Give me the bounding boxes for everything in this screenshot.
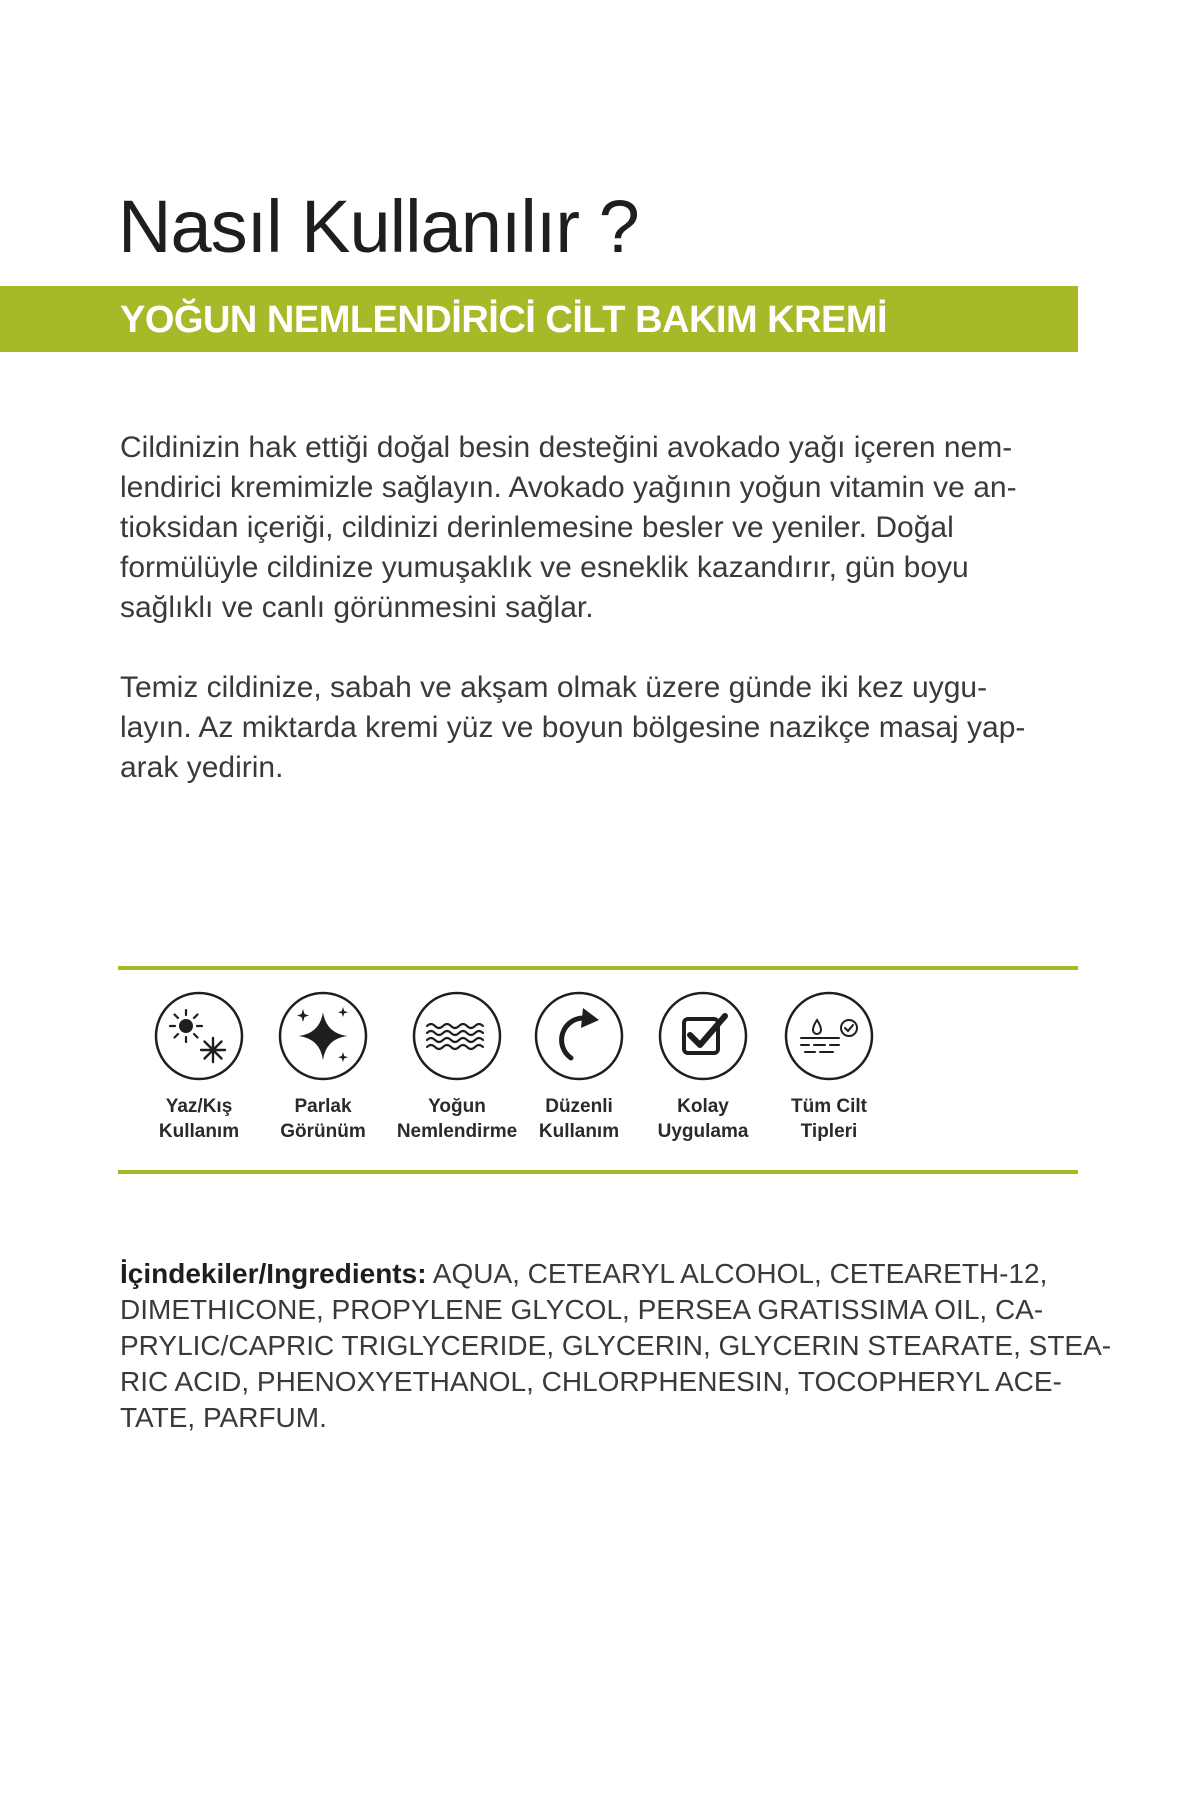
refresh-arrow-icon — [533, 990, 625, 1082]
feature-label: Yoğun Nemlendirme — [396, 1096, 518, 1142]
top-divider — [118, 966, 1078, 970]
ingredients-line: DIMETHICONE, PROPYLENE GLYCOL, PERSEA GRATISSIMA OIL, CA- — [120, 1294, 1044, 1325]
ingredients-line: RIC ACID, PHENOXYETHANOL, CHLORPHENESIN, TOCOPHERYL ACE- — [120, 1366, 1062, 1397]
sparkle-icon — [277, 990, 369, 1082]
feature-label: Tüm Cilt Tipleri — [791, 1096, 867, 1142]
feature-label: Parlak Görünüm — [280, 1096, 366, 1142]
ingredients-label: İçindekiler/Ingredients: — [120, 1258, 427, 1289]
usage-line: arak yedirin. — [120, 751, 284, 784]
waves-icon — [411, 990, 503, 1082]
product-name: YOĞUN NEMLENDİRİCİ CİLT BAKIM KREMİ — [120, 299, 888, 341]
usage-paragraph — [120, 668, 1080, 788]
skin-layers-icon — [783, 990, 875, 1082]
page-title: Nasıl Kullanılır ? — [118, 185, 639, 268]
sun-snowflake-icon — [153, 990, 245, 1082]
usage-line: Temiz cildinize, sabah ve akşam olmak üzere günde iki kez uygu- — [120, 671, 988, 704]
description-line: tioksidan içeriği, cildinizi derinlemesine besler ve yeniler. Doğal — [120, 511, 954, 544]
feature-regular-use — [514, 990, 644, 1144]
feature-intense-moisture — [392, 990, 522, 1144]
ingredients-text: AQUA, CETEARYL ALCOHOL, CETEARETH-12, — [426, 1258, 1048, 1289]
usage-line: layın. Az miktarda kremi yüz ve boyun bölgesine nazikçe masaj yap- — [120, 711, 1026, 744]
ingredients-line: TATE, PARFUM. — [120, 1402, 327, 1433]
feature-summer-winter — [134, 990, 264, 1144]
feature-label: Kolay Uygulama — [657, 1096, 749, 1142]
checkbox-icon — [657, 990, 749, 1082]
description-line: lendirici kremimizle sağlayın. Avokado yağının yoğun vitamin ve an- — [120, 471, 1017, 504]
feature-radiant-look — [258, 990, 388, 1144]
ingredients-first-line — [120, 1256, 1080, 1292]
description-paragraph — [120, 428, 1080, 628]
product-name-banner — [0, 286, 1078, 352]
description-line: formülüyle cildinize yumuşaklık ve esneklik kazandırır, gün boyu — [120, 551, 969, 584]
description-line: Cildinizin hak ettiği doğal besin desteğini avokado yağı içeren nem- — [120, 431, 1013, 464]
feature-icons-row — [118, 990, 1078, 1150]
feature-easy-application — [638, 990, 768, 1144]
feature-label: Yaz/Kış Kullanım — [158, 1096, 240, 1142]
bottom-divider — [118, 1170, 1078, 1174]
description-line: sağlıklı ve canlı görünmesini sağlar. — [120, 591, 594, 624]
feature-label: Düzenli Kullanım — [538, 1096, 620, 1142]
ingredients-block — [120, 1256, 1112, 1436]
feature-all-skin-types — [764, 990, 894, 1144]
ingredients-line: PRYLIC/CAPRIC TRIGLYCERIDE, GLYCERIN, GLYCERIN STEARATE, STEA- — [120, 1330, 1112, 1361]
